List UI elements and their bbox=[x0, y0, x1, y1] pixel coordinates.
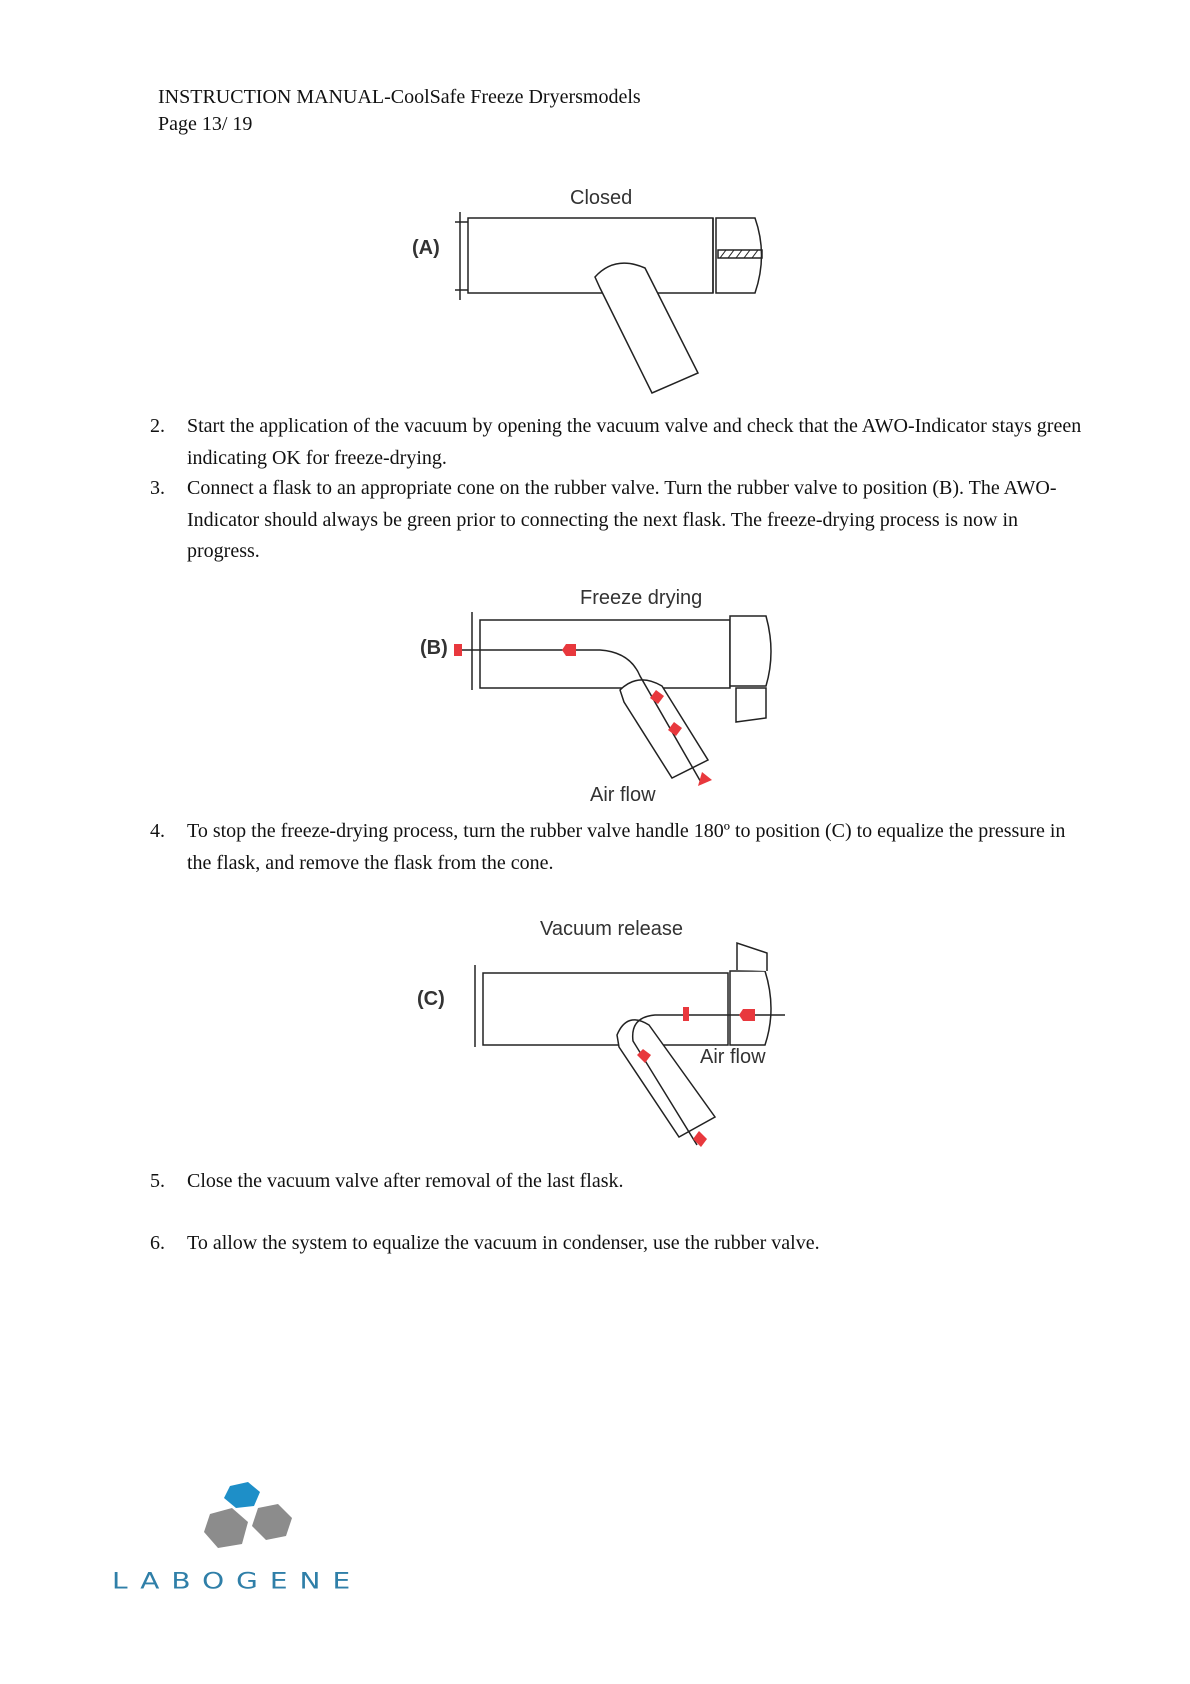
figure-vacuum-release bbox=[405, 915, 795, 1155]
step-6 bbox=[150, 1228, 1090, 1260]
figure-b-airflow-label: Air flow bbox=[590, 784, 656, 805]
step-4 bbox=[150, 816, 1090, 879]
step-number: 2. bbox=[150, 415, 165, 437]
step-number: 3. bbox=[150, 477, 165, 499]
step-number: 5. bbox=[150, 1170, 165, 1192]
step-text: Connect a flask to an appropriate cone on the rubber valve. Turn the rubber valve to position (B). The AWO-Indicator should always be green prior to connecting the next flask. The freeze-drying process is now in progress. bbox=[187, 477, 1057, 562]
logo-hexagon-blue bbox=[224, 1482, 260, 1508]
step-number: 4. bbox=[150, 820, 165, 842]
step-text: To stop the freeze-drying process, turn the rubber valve handle 180º to position (C) to equalize the pressure in the flask, and remove the flask from the cone. bbox=[187, 820, 1066, 874]
figure-c-caption: Vacuum release bbox=[540, 918, 684, 940]
step-3 bbox=[150, 473, 1090, 568]
step-5 bbox=[150, 1166, 1090, 1198]
figure-closed bbox=[400, 180, 780, 395]
page-header bbox=[158, 84, 641, 138]
manual-title: INSTRUCTION MANUAL-CoolSafe Freeze Dryersmodels bbox=[158, 86, 641, 108]
logo-hexagon-gray-left bbox=[204, 1508, 248, 1548]
figure-c-airflow-label: Air flow bbox=[700, 1046, 766, 1068]
figure-c-tag: (C) bbox=[417, 988, 445, 1010]
labogene-logo bbox=[112, 1478, 322, 1568]
figure-freeze-drying bbox=[410, 580, 780, 805]
page-number: Page 13/ 19 bbox=[158, 113, 253, 135]
figure-b-caption: Freeze drying bbox=[580, 587, 703, 609]
figure-a-tag: (A) bbox=[412, 237, 440, 259]
step-number: 6. bbox=[150, 1232, 165, 1254]
step-2 bbox=[150, 411, 1090, 474]
logo-wordmark: LABOGENE bbox=[112, 1568, 363, 1594]
logo-hexagon-gray-right bbox=[252, 1504, 292, 1540]
step-text: Close the vacuum valve after removal of the last flask. bbox=[187, 1170, 624, 1192]
figure-a-caption: Closed bbox=[570, 187, 633, 209]
step-text: Start the application of the vacuum by opening the vacuum valve and check that the AWO-Indicator stays green indicating OK for freeze-drying. bbox=[187, 415, 1082, 469]
figure-b-tag: (B) bbox=[420, 637, 448, 659]
step-text: To allow the system to equalize the vacuum in condenser, use the rubber valve. bbox=[187, 1232, 820, 1254]
